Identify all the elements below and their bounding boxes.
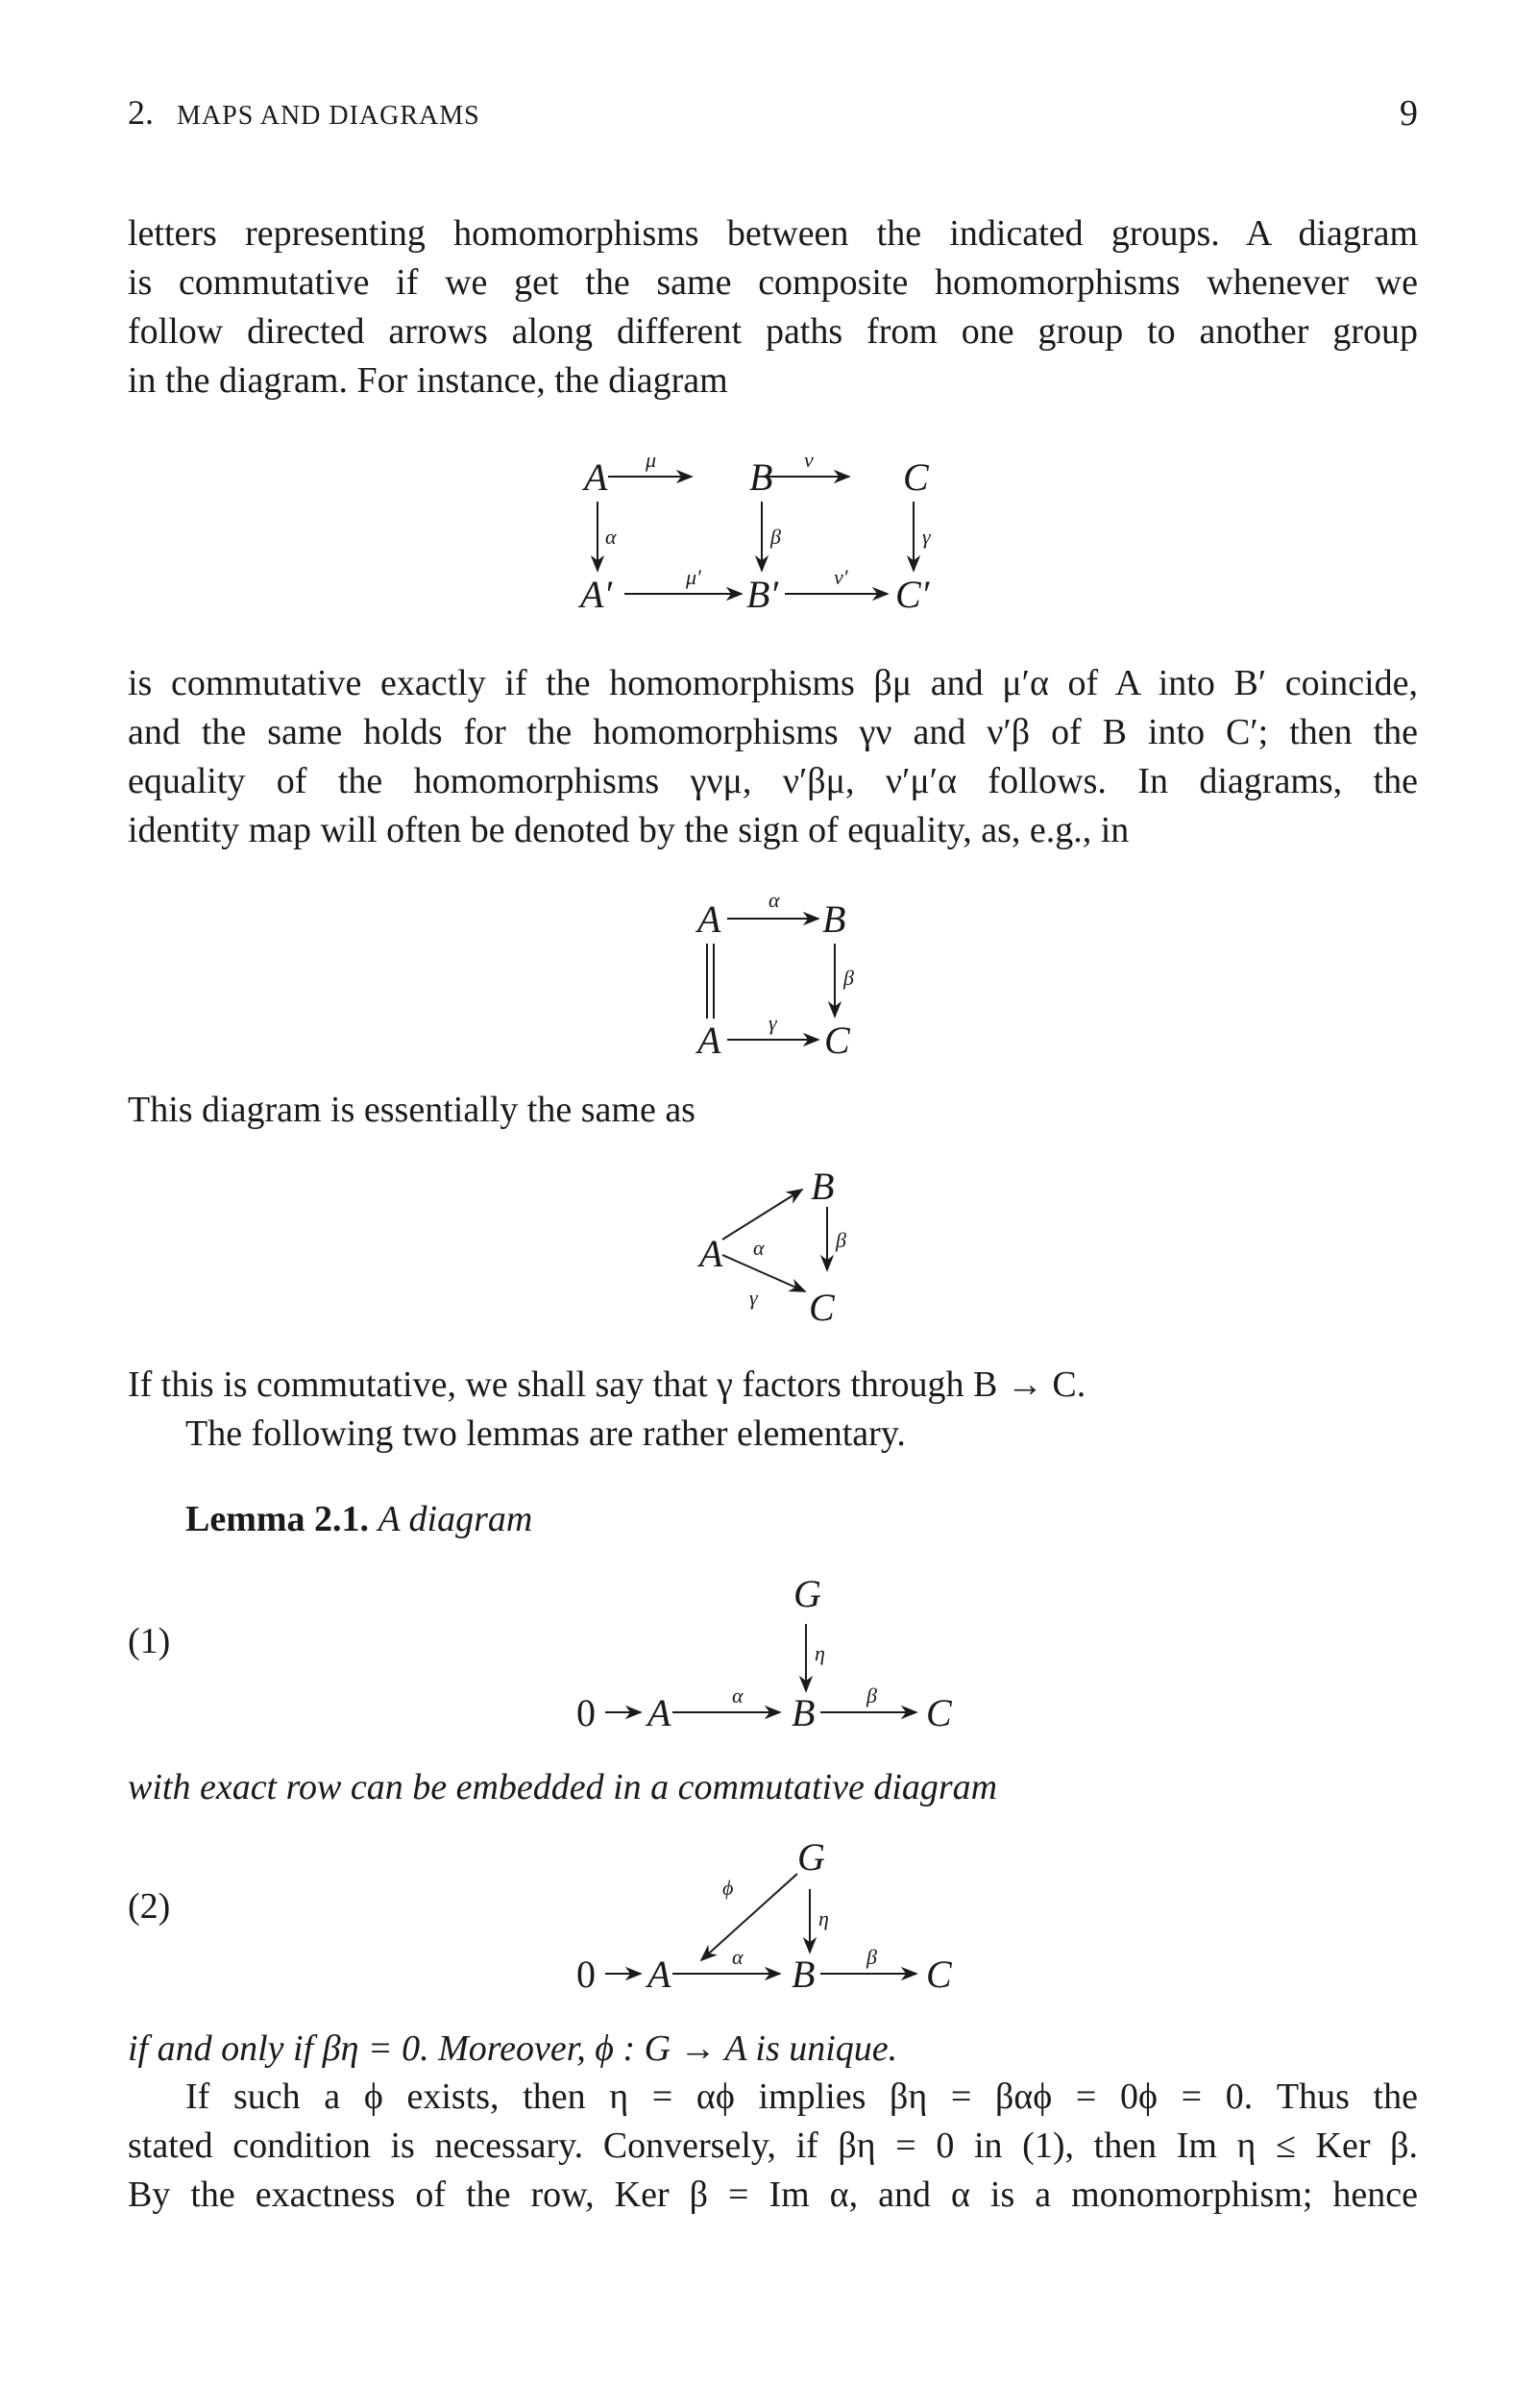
node-A-bottom: A bbox=[697, 1019, 721, 1062]
text-line: follow directed arrows along different paths from one group to another group bbox=[128, 311, 1418, 352]
node-A: A bbox=[699, 1232, 723, 1275]
node-C-prime: C′ bbox=[895, 573, 930, 616]
square-diagram bbox=[598, 477, 914, 594]
node-A: A bbox=[647, 1953, 671, 1996]
label-beta: β bbox=[836, 1228, 846, 1252]
node-C: C bbox=[809, 1286, 835, 1329]
lemma-diagram-1 bbox=[605, 1624, 916, 1712]
lemma-text: A diagram bbox=[378, 1499, 533, 1539]
label-gamma: γ bbox=[749, 1286, 758, 1310]
node-C: C bbox=[926, 1953, 952, 1996]
chapter-title: MAPS AND DIAGRAMS bbox=[177, 101, 480, 131]
text-line: if and only if βη = 0. Moreover, ϕ : G → A is unique. bbox=[128, 2028, 898, 2069]
text-line: The following two lemmas are rather elementary. bbox=[185, 1413, 906, 1454]
chapter-heading bbox=[128, 92, 480, 133]
paragraph-factors bbox=[128, 1361, 1418, 1459]
equation-label-2: (2) bbox=[128, 1886, 171, 1927]
label-mu-prime: μ′ bbox=[686, 565, 701, 589]
text-line: in the diagram. For instance, the diagram bbox=[128, 360, 728, 401]
node-C: C bbox=[824, 1019, 850, 1062]
node-B: B bbox=[792, 1691, 816, 1734]
arrow-alpha bbox=[722, 1190, 802, 1240]
node-A: A bbox=[697, 897, 721, 941]
running-header bbox=[128, 92, 1418, 140]
lemma-after bbox=[128, 2025, 1418, 2074]
lemma-heading bbox=[128, 1495, 1418, 1544]
text-line: stated condition is necessary. Conversely, if βη = 0 in (1), then Im η ≤ Ker β. bbox=[128, 2125, 1418, 2166]
text-line: is commutative if we get the same composite homomorphisms whenever we bbox=[128, 262, 1418, 303]
text-line: By the exactness of the row, Ker β = Im α, and α is a monomorphism; hence bbox=[128, 2175, 1418, 2215]
label-nu-prime: ν′ bbox=[834, 565, 848, 589]
text-line: letters representing homomorphisms between the indicated groups. A diagram bbox=[128, 213, 1418, 254]
node-G: G bbox=[793, 1572, 821, 1615]
node-A: A bbox=[647, 1691, 671, 1734]
node-zero: 0 bbox=[576, 1953, 596, 1996]
text-line: equality of the homomorphisms γνμ, ν′βμ, ν′μ′α follows. In diagrams, the bbox=[128, 761, 1418, 801]
label-alpha: α bbox=[732, 1945, 744, 1969]
node-B: B bbox=[811, 1165, 835, 1208]
label-eta: η bbox=[818, 1906, 829, 1930]
chapter-number: 2. bbox=[128, 93, 154, 132]
page-number: 9 bbox=[1400, 93, 1418, 134]
triangle-diagram bbox=[722, 1190, 827, 1291]
node-A-prime: A′ bbox=[580, 573, 613, 616]
paragraph-proof bbox=[128, 2073, 1418, 2220]
arrow-phi bbox=[701, 1874, 797, 1960]
label-beta: β bbox=[770, 525, 781, 549]
text-line: with exact row can be embedded in a commutative diagram bbox=[128, 1767, 998, 1807]
label-gamma: γ bbox=[768, 1011, 777, 1035]
text-line: and the same holds for the homomorphisms γν and ν′β of B into C′; then the bbox=[128, 712, 1418, 752]
node-B: B bbox=[822, 897, 846, 941]
text-line: This diagram is essentially the same as bbox=[128, 1090, 695, 1130]
label-eta: η bbox=[815, 1641, 825, 1665]
label-beta: β bbox=[866, 1945, 877, 1969]
paragraph-intro bbox=[128, 209, 1418, 405]
text-line: is commutative exactly if the homomorphisms βμ and μ′α of A into B′ coincide, bbox=[128, 663, 1418, 703]
identity-square-diagram bbox=[707, 919, 835, 1040]
text-line: identity map will often be denoted by the sign of equality, as, e.g., in bbox=[128, 810, 1130, 850]
lemma-diagram-2 bbox=[605, 1874, 916, 1974]
label-alpha: α bbox=[605, 525, 617, 549]
node-C: C bbox=[903, 455, 929, 499]
label-phi: ϕ bbox=[722, 1876, 734, 1900]
label-beta: β bbox=[843, 966, 854, 990]
equation-label-1: (1) bbox=[128, 1621, 171, 1661]
label-beta: β bbox=[866, 1683, 877, 1708]
label-alpha: α bbox=[753, 1236, 765, 1260]
label-mu: μ bbox=[646, 448, 657, 472]
label-alpha: α bbox=[768, 888, 780, 912]
node-B: B bbox=[792, 1953, 816, 1996]
label-gamma: γ bbox=[922, 525, 931, 549]
paragraph-essentially bbox=[128, 1086, 1418, 1135]
label-nu: ν bbox=[804, 448, 814, 472]
text-line: If this is commutative, we shall say that γ factors through B → C. bbox=[128, 1364, 1086, 1405]
paragraph-commutative bbox=[128, 659, 1418, 855]
label-alpha: α bbox=[732, 1683, 744, 1708]
node-G: G bbox=[797, 1835, 825, 1879]
node-C: C bbox=[926, 1691, 952, 1734]
lemma-between bbox=[128, 1763, 1418, 1812]
node-A: A bbox=[584, 455, 608, 499]
arrow-gamma bbox=[722, 1255, 805, 1291]
text-line: If such a ϕ exists, then η = αϕ implies βη = βαϕ = 0ϕ = 0. Thus the bbox=[185, 2076, 1418, 2117]
node-B-prime: B′ bbox=[746, 573, 779, 616]
lemma-title: Lemma 2.1. bbox=[185, 1499, 370, 1539]
node-zero: 0 bbox=[576, 1691, 596, 1734]
node-B: B bbox=[749, 455, 773, 499]
